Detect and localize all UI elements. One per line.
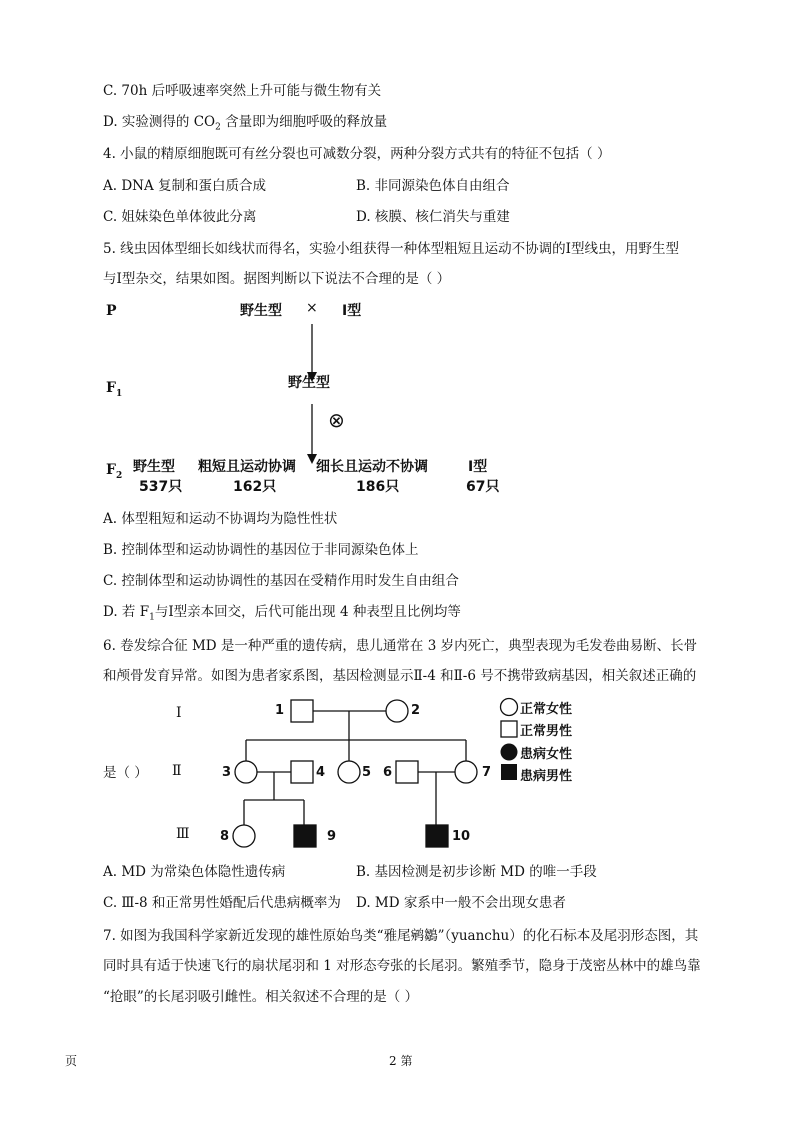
normal-male-icon: [501, 721, 517, 737]
footer-page-number: 2 第: [389, 1054, 413, 1068]
pedigree-id-6: 6: [383, 765, 393, 780]
generation-1-label: Ⅰ: [176, 705, 182, 721]
question-6-line3: 是（ ）: [103, 765, 148, 781]
q5d-text1: D. 若 F: [103, 604, 150, 620]
legend-affected-female: 患病女性: [520, 747, 573, 762]
question-6-line2: 和颅骨发育异常。如图为患者家系图，基因检测显示Ⅱ-4 和Ⅱ-6 号不携带致病基因，相关叙述正确的: [103, 668, 697, 684]
q4-option-c: C. 姐妹染色单体彼此分离: [103, 209, 257, 225]
q4-option-a: A. DNA 复制和蛋白质合成: [103, 178, 267, 194]
f2-pheno-1: 野生型: [133, 459, 175, 475]
f2-pheno-2: 粗短且运动协调: [198, 459, 296, 475]
pedigree-id-1: 1: [275, 703, 285, 718]
f2-count-4: 67只: [466, 479, 500, 495]
normal-female-icon: [501, 699, 518, 716]
legend-normal-female: 正常女性: [520, 702, 573, 717]
affected-female-icon: [501, 744, 518, 761]
f2-letter: F: [106, 462, 116, 478]
q5-option-a: A. 体型粗短和运动不协调均为隐性性状: [103, 511, 338, 527]
q6-option-a: A. MD 为常染色体隐性遗传病: [103, 864, 286, 880]
f1-letter: F: [106, 380, 116, 396]
pedigree-id-7: 7: [482, 765, 492, 780]
footer-left: 页: [65, 1054, 78, 1068]
pedigree-id-4: 4: [316, 765, 326, 780]
q5-option-b: B. 控制体型和运动协调性的基因位于非同源染色体上: [103, 542, 419, 558]
pedigree-id-10: 10: [452, 829, 471, 844]
option-c-respiration: C. 70h 后呼吸速率突然上升可能与微生物有关: [103, 83, 382, 99]
p-wild-type: 野生型: [240, 303, 282, 319]
f2-sub: 2: [115, 470, 123, 481]
p-label: P: [106, 303, 117, 319]
question-6-line1: 6. 卷发综合征 MD 是一种严重的遗传病，患儿通常在 3 岁内死亡，典型表现为毛发卷曲易断、长骨: [103, 638, 698, 654]
q6-option-c: C. Ⅲ-8 和正常男性婚配后代患病概率为: [103, 895, 341, 911]
question-5-line2: 与Ⅰ型杂交，结果如图。据图判断以下说法不合理的是（ ）: [103, 271, 451, 287]
q4-option-d: D. 核膜、核仁消失与重建: [356, 209, 510, 225]
selfing-icon: ⊗: [328, 408, 345, 432]
pedigree-id-2: 2: [411, 703, 421, 718]
f1-phenotype: 野生型: [288, 375, 330, 391]
q6-option-b: B. 基因检测是初步诊断 MD 的唯一手段: [356, 864, 597, 880]
generation-3-label: Ⅲ: [176, 826, 190, 842]
f2-count-3: 186只: [356, 479, 400, 495]
question-4: 4. 小鼠的精原细胞既可有丝分裂也可减数分裂，两种分裂方式共有的特征不包括（ ）: [103, 146, 611, 162]
q6-option-d: D. MD 家系中一般不会出现女患者: [356, 895, 566, 911]
f2-count-2: 162只: [233, 479, 277, 495]
legend-affected-male: 患病男性: [520, 769, 573, 784]
f2-pheno-3: 细长且运动不协调: [316, 459, 428, 475]
pedigree-id-5: 5: [362, 765, 372, 780]
affected-male-icon: [501, 764, 517, 780]
co2-subscript: 2: [215, 122, 221, 133]
question-7-line2: 同时具有适于快速飞行的扇状尾羽和 1 对形态夸张的长尾羽。繁殖季节，隐身于茂密丛林中的雄鸟靠: [103, 958, 701, 974]
f1-sub: 1: [115, 388, 123, 399]
q5d-text2: 与Ⅰ型亲本回交，后代可能出现 4 种表型且比例均等: [154, 604, 461, 620]
question-7-line1: 7. 如图为我国科学家新近发现的雄性原始鸟类“雅尾鹓鶵”（yuanchu）的化石标本及尾羽形态图，其: [103, 928, 699, 944]
option-d-co2-text2: 含量即为细胞呼吸的释放量: [220, 114, 388, 130]
pedigree-id-8: 8: [220, 829, 230, 844]
option-d-co2-text: D. 实验测得的 CO: [103, 114, 216, 130]
q4-option-b: B. 非同源染色体自由组合: [356, 178, 510, 194]
f2-pheno-4: Ⅰ型: [468, 459, 488, 475]
pedigree-id-3: 3: [222, 765, 232, 780]
cross-symbol: ×: [306, 300, 318, 316]
legend-normal-male: 正常男性: [520, 724, 573, 739]
pedigree-legend-icons: [498, 696, 522, 786]
q5-option-c: C. 控制体型和运动协调性的基因在受精作用时发生自由组合: [103, 573, 459, 589]
generation-2-label: Ⅱ: [172, 763, 182, 779]
q5d-sub: 1: [149, 612, 155, 623]
p-type1: Ⅰ型: [342, 303, 362, 319]
question-7-line3: “抢眼”的长尾羽吸引雌性。相关叙述不合理的是（ ）: [103, 989, 419, 1005]
f2-count-1: 537只: [139, 479, 183, 495]
pedigree-id-9: 9: [327, 829, 337, 844]
question-5-line1: 5. 线虫因体型细长如线状而得名，实验小组获得一种体型粗短且运动不协调的Ⅰ型线虫，用野生型: [103, 241, 680, 257]
